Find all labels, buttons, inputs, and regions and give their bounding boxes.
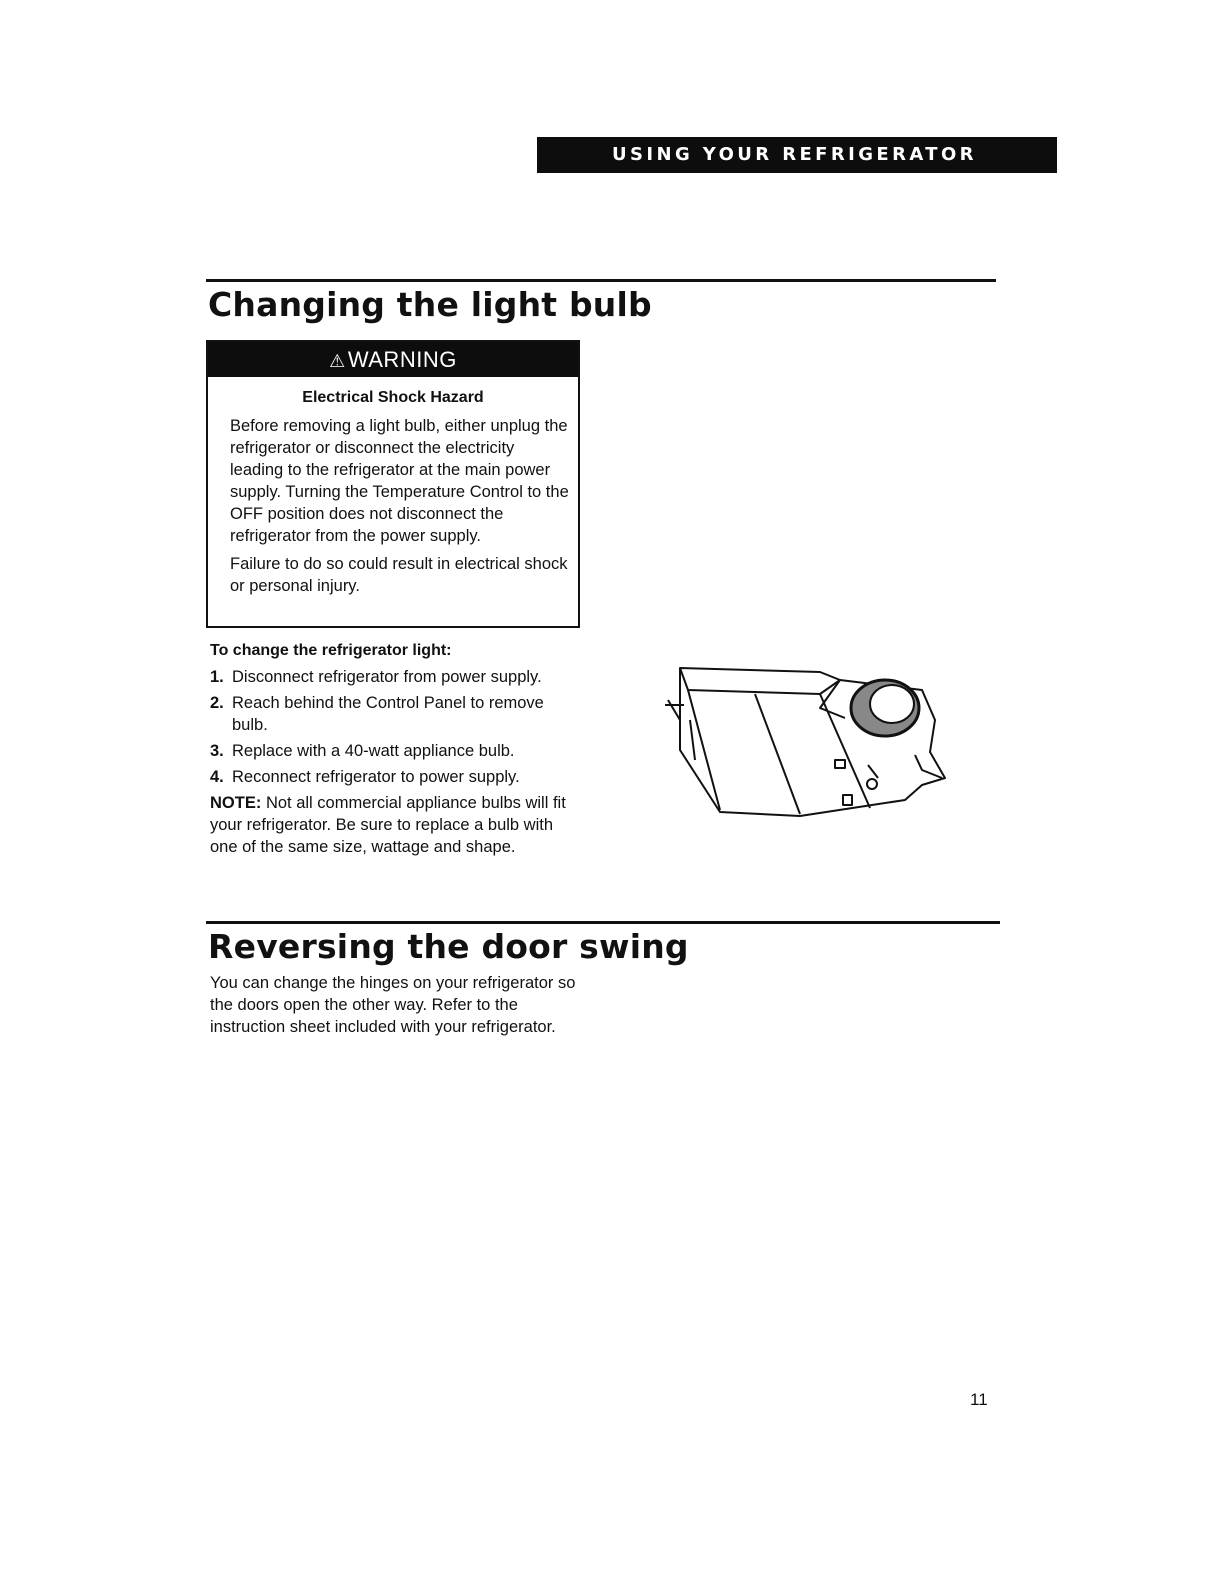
- section-divider: [206, 921, 1000, 924]
- list-item: 1. Disconnect refrigerator from power supply.: [210, 668, 542, 686]
- warning-subtitle: Electrical Shock Hazard: [302, 389, 484, 406]
- section-title-door-swing: Reversing the door swing: [208, 927, 689, 966]
- note: [210, 792, 582, 858]
- warning-header: [208, 342, 578, 377]
- note-label: NOTE:: [210, 794, 262, 812]
- section-divider: [206, 279, 996, 282]
- list-item: 3. Replace with a 40-watt appliance bulb.: [210, 742, 515, 760]
- steps-container: [210, 666, 570, 858]
- warning-paragraph: Before removing a light bulb, either unplug the refrigerator or disconnect the electricity leading to the refrigerator at the main power supply. Turning the Temperature Control to the OFF position does not disconnect the refrigerator from the power supply.: [230, 417, 569, 545]
- warning-paragraph: Failure to do so could result in electrical shock or personal injury.: [230, 555, 568, 595]
- list-item: 4. Reconnect refrigerator to power supply.: [210, 768, 520, 786]
- warning-label: WARNING: [347, 347, 457, 372]
- control-panel-illustration: [660, 660, 960, 820]
- steps-intro: To change the refrigerator light:: [210, 642, 452, 659]
- section-header-label: USING YOUR REFRIGERATOR: [612, 144, 977, 165]
- section-header-bar: [537, 137, 1057, 173]
- list-item: 2. Reach behind the Control Panel to remove bulb.: [210, 694, 544, 734]
- door-swing-text: You can change the hinges on your refrigerator so the doors open the other way. Refer to the instruction sheet included with your refrigerator.: [210, 974, 576, 1036]
- steps-list: [210, 666, 570, 788]
- warning-box: [206, 340, 580, 628]
- note-text: Not all commercial appliance bulbs will fit your refrigerator. Be sure to replace a bulb with one of the same size, wattage and shape.: [210, 794, 566, 856]
- warning-triangle-icon: ⚠: [329, 351, 346, 371]
- page-number: 11: [970, 1390, 988, 1409]
- warning-body: [230, 415, 570, 597]
- section-title-light-bulb: Changing the light bulb: [208, 285, 652, 324]
